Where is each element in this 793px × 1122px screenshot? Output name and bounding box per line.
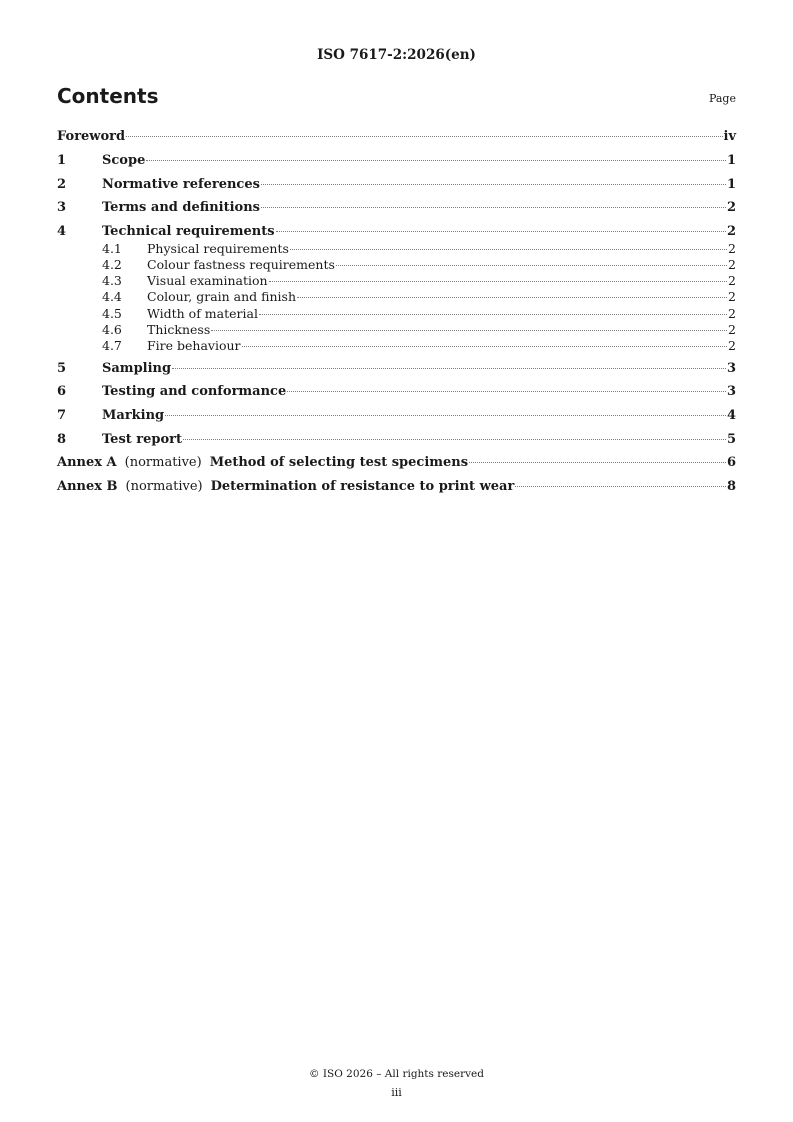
toc-entry-title: Testing and conformance: [102, 384, 287, 399]
toc-subclause-number: 4.1: [102, 241, 122, 256]
toc-page-number: 2: [728, 241, 736, 256]
toc-entry-clause-6[interactable]: [57, 384, 736, 402]
toc-entry-title: Test report: [102, 432, 183, 447]
toc-entry-clause-1[interactable]: [57, 153, 736, 171]
toc-page-number: 5: [726, 432, 736, 447]
toc-subclause-number: 4.3: [102, 273, 122, 288]
dot-leader: [211, 330, 727, 331]
toc-entry-subclause-4-7[interactable]: [57, 338, 736, 353]
dot-leader: [172, 368, 726, 369]
toc-page-number: 2: [726, 224, 736, 239]
toc-clause-number: 5: [57, 361, 67, 376]
toc-page-number: 2: [728, 273, 736, 288]
toc-entry-subclause-4-1[interactable]: [57, 241, 736, 256]
toc-page-number: 2: [728, 306, 736, 321]
toc-entry-clause-2[interactable]: [57, 177, 736, 195]
toc-page-number: 1: [726, 153, 736, 168]
toc-entry-title: Method of selecting test specimens: [209, 455, 469, 470]
contents-heading: Contents: [57, 84, 159, 108]
page-number: iii: [391, 1086, 402, 1099]
toc-page-number: 3: [726, 361, 736, 376]
toc-clause-number: 8: [57, 432, 67, 447]
toc-entry-title: Colour, grain and finish: [147, 289, 296, 304]
toc-subclause-number: 4.7: [102, 338, 122, 353]
toc-entry-annex-b[interactable]: [57, 479, 736, 497]
toc-entry-subclause-4-3[interactable]: [57, 273, 736, 288]
dot-leader: [242, 346, 728, 347]
toc-clause-number: 3: [57, 200, 67, 215]
dot-leader: [276, 231, 726, 232]
toc-page-number: 2: [728, 289, 736, 304]
toc-entry-title: Normative references: [102, 177, 260, 192]
dot-leader: [261, 207, 726, 208]
toc-entry-title: Colour fastness requirements: [147, 257, 335, 272]
dot-leader: [259, 314, 727, 315]
toc-entry-title: Sampling: [102, 361, 172, 376]
dot-leader: [183, 439, 726, 440]
toc-entry-clause-5[interactable]: [57, 361, 736, 379]
dot-leader: [297, 297, 727, 298]
toc-subclause-number: 4.2: [102, 257, 122, 272]
toc-entry-title: Physical requirements: [147, 241, 289, 256]
toc-entry-title: Thickness: [147, 322, 211, 337]
toc-page-number: 2: [728, 322, 736, 337]
toc-entry-foreword[interactable]: [57, 129, 736, 147]
toc-annex-type: (normative): [124, 455, 202, 470]
dot-leader: [287, 391, 726, 392]
toc-page-number: 8: [726, 479, 736, 494]
dot-leader: [269, 281, 728, 282]
table-of-contents: [57, 0, 736, 1122]
toc-subclause-number: 4.4: [102, 289, 122, 304]
toc-annex-label: Annex A: [57, 455, 117, 470]
toc-page-number: 2: [728, 338, 736, 353]
toc-entry-subclause-4-5[interactable]: [57, 306, 736, 321]
toc-page-number: 1: [726, 177, 736, 192]
dot-leader: [165, 415, 726, 416]
toc-page-number: iv: [723, 129, 736, 144]
toc-clause-number: 7: [57, 408, 67, 423]
dot-leader: [469, 462, 726, 463]
toc-clause-number: 6: [57, 384, 67, 399]
toc-entry-title: Foreword: [57, 129, 126, 144]
toc-page-number: 2: [728, 257, 736, 272]
toc-annex-type: (normative): [125, 479, 203, 494]
toc-entry-annex-a[interactable]: [57, 455, 736, 473]
toc-entry-clause-3[interactable]: [57, 200, 736, 218]
toc-subclause-number: 4.5: [102, 306, 122, 321]
toc-entry-clause-8[interactable]: [57, 432, 736, 450]
copyright-notice: © ISO 2026 – All rights reserved: [309, 1068, 484, 1080]
toc-page-number: 2: [726, 200, 736, 215]
dot-leader: [261, 184, 726, 185]
toc-clause-number: 1: [57, 153, 67, 168]
toc-entry-clause-7[interactable]: [57, 408, 736, 426]
dot-leader: [290, 249, 727, 250]
toc-entry-title: Marking: [102, 408, 165, 423]
document-id-header: ISO 7617-2:2026(en): [317, 47, 476, 63]
toc-clause-number: 4: [57, 224, 67, 239]
toc-entry-subclause-4-4[interactable]: [57, 289, 736, 304]
dot-leader: [515, 486, 726, 487]
toc-entry-title: Technical requirements: [102, 224, 275, 239]
toc-annex-label: Annex B: [57, 479, 118, 494]
toc-entry-subclause-4-6[interactable]: [57, 322, 736, 337]
toc-entry-title: Fire behaviour: [147, 338, 241, 353]
toc-entry-title: Visual examination: [147, 273, 268, 288]
toc-entry-title: Scope: [102, 153, 146, 168]
dot-leader: [126, 136, 722, 137]
dot-leader: [146, 160, 726, 161]
toc-page-number: 6: [726, 455, 736, 470]
toc-entry-subclause-4-2[interactable]: [57, 257, 736, 272]
toc-entry-title: Determination of resistance to print wear: [210, 479, 515, 494]
toc-clause-number: 2: [57, 177, 67, 192]
toc-entry-title: Width of material: [147, 306, 258, 321]
toc-entry-title: Terms and definitions: [102, 200, 260, 215]
page-column-label: Page: [708, 92, 736, 105]
toc-subclause-number: 4.6: [102, 322, 122, 337]
toc-page-number: 3: [726, 384, 736, 399]
toc-entry-clause-4[interactable]: [57, 224, 736, 242]
toc-page-number: 4: [726, 408, 736, 423]
dot-leader: [336, 265, 727, 266]
